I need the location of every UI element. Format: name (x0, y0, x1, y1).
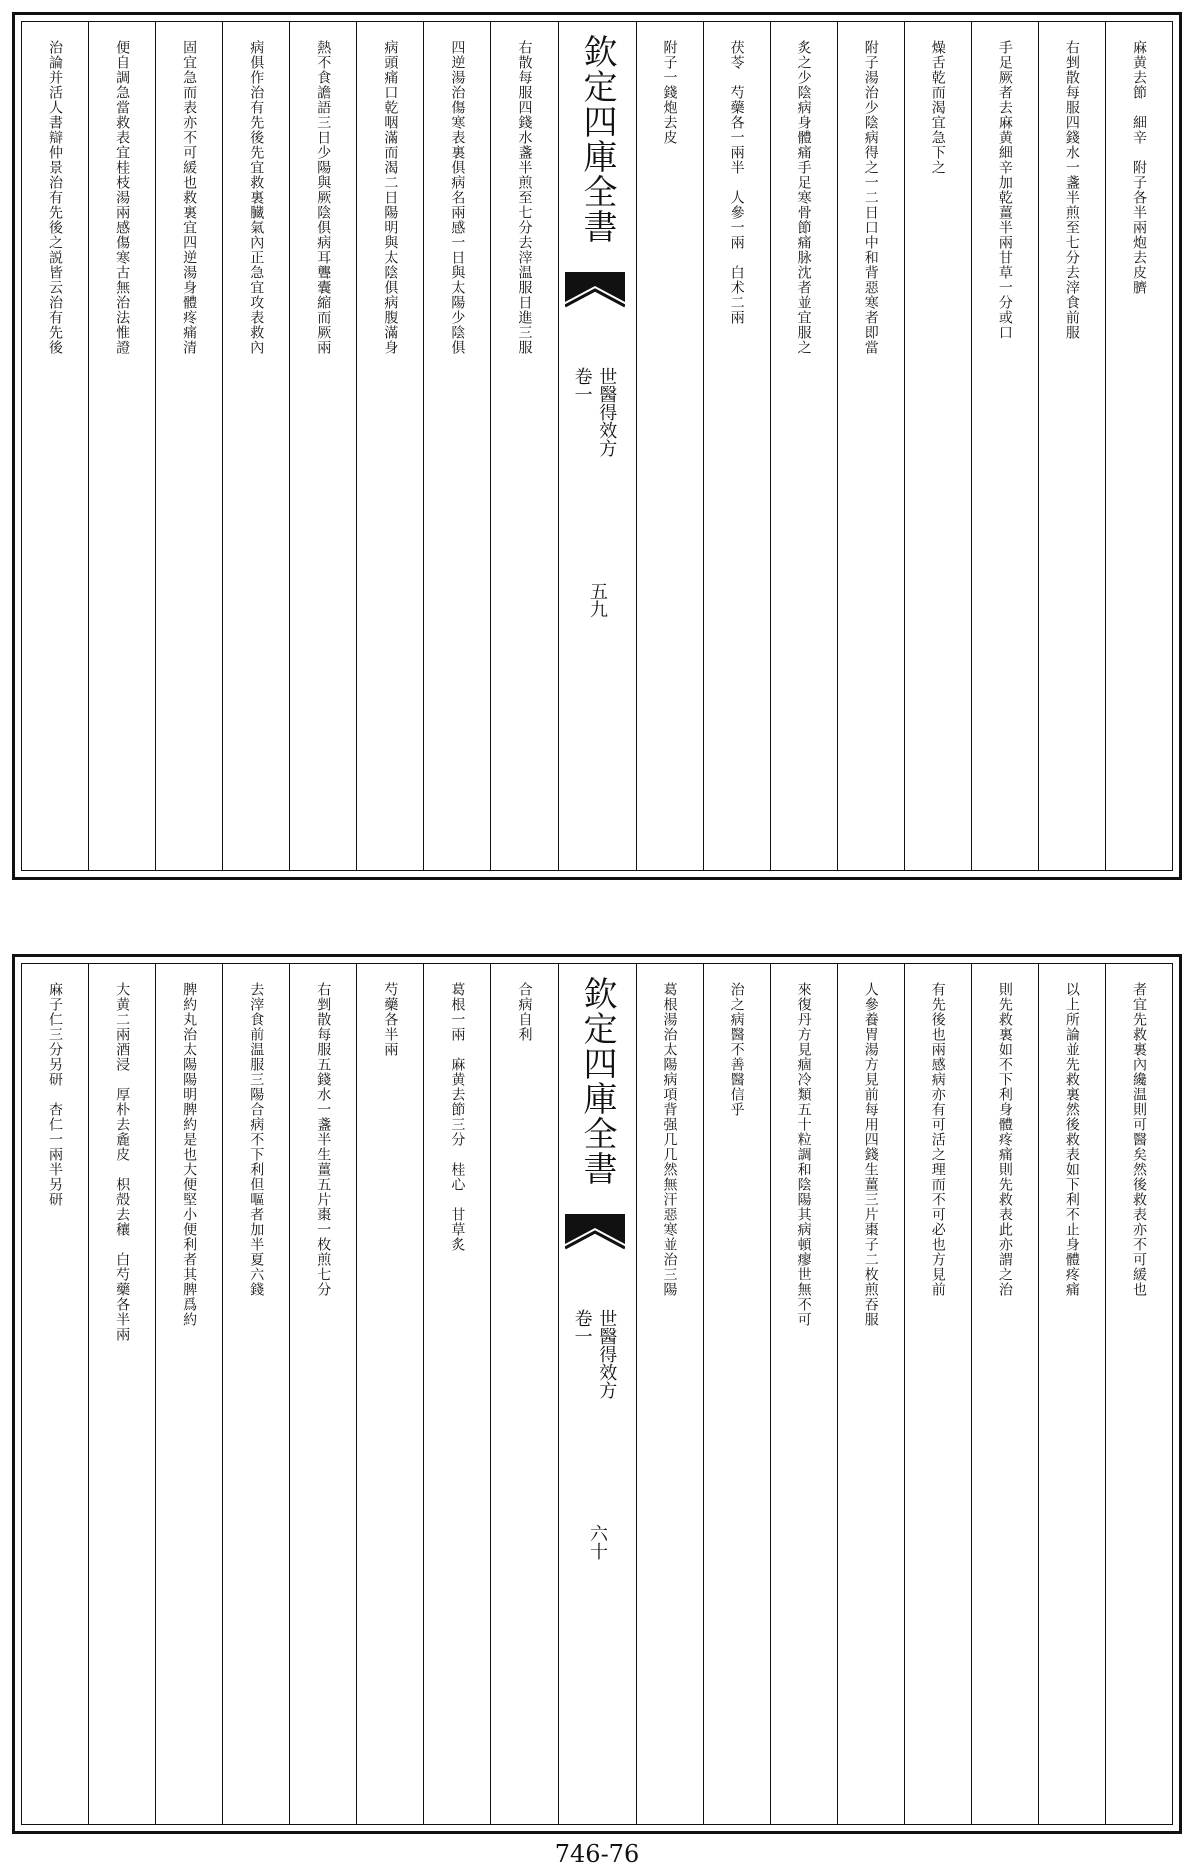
banner-folio: 六十 (587, 1524, 608, 1560)
text-column: 燥舌乾而渴宜急下之 (904, 22, 971, 870)
fish-tail-mark-icon (565, 272, 625, 352)
text-column: 人參養胃湯方見前每用四錢生薑三片棗子二枚煎吞服 (837, 964, 904, 1824)
text-column: 炙之少陰病身體痛手足寒骨節痛脉沈者並宜服之 (770, 22, 837, 870)
text-column: 者宜先救裏內纔温則可醫矣然後救表亦不可緩也 (1105, 964, 1172, 1824)
text-column: 附子湯治少陰病得之一二日口中和背惡寒者即當 (837, 22, 904, 870)
text-column: 葛根一兩 麻黄去節三分 桂心 甘草炙 (423, 964, 490, 1824)
text-column: 固宜急而表亦不可緩也救裏宜四逆湯身體疼痛清 (155, 22, 222, 870)
text-column: 麻子仁三分另研 杏仁一兩半另研 (47, 982, 64, 1207)
text-column: 附子一錢炮去皮 (636, 22, 703, 870)
text-column: 右剉散每服四錢水一盞半煎至七分去滓食前服 (1038, 22, 1105, 870)
banner-title: 欽定四庫全書 (577, 34, 617, 244)
text-column: 便自調急當救表宜桂枝湯兩感傷寒古無治法惟證 (88, 22, 155, 870)
page-number: 746-76 (554, 1840, 640, 1868)
upper-page-frame (21, 21, 1173, 871)
text-column: 四逆湯治傷寒表裏俱病名兩感一日與太陽少陰俱 (423, 22, 490, 870)
text-column: 茯苓 芍藥各一兩半 人參一兩 白术二兩 (703, 22, 770, 870)
text-column: 治論并活人書辯仲景治有先後之説皆云治有先後 (47, 40, 64, 355)
text-column: 則先救裏如不下利身體疼痛則先救表此亦謂之治 (971, 964, 1038, 1824)
center-banner (558, 964, 636, 1824)
banner-volume: 卷一 (571, 1309, 593, 1345)
lower-page-columns (22, 964, 1172, 1824)
text-column: 病頭痛口乾咽滿而渴二日陽明與太陰俱病腹滿身 (356, 22, 423, 870)
text-column: 有先後也兩感病亦有可活之理而不可必也方見前 (904, 964, 971, 1824)
text-column: 脾約丸治太陽陽明脾約是也大便堅小便利者其脾爲約 (155, 964, 222, 1824)
text-column: 右剉散每服五錢水一盞半生薑五片棗一枚煎七分 (289, 964, 356, 1824)
lower-page (12, 954, 1182, 1834)
text-column: 右散每服四錢水盞半煎至七分去滓温服日進三服 (490, 22, 557, 870)
text-column: 大黄二兩酒浸 厚朴去麁皮 枳殻去穰 白芍藥各半兩 (88, 964, 155, 1824)
text-column: 去滓食前温服三陽合病不下利但嘔者加半夏六錢 (222, 964, 289, 1824)
text-column: 熱不食譫語三日少陽與厥陰俱病耳聾囊縮而厥兩 (289, 22, 356, 870)
text-column: 合病自利 (490, 964, 557, 1824)
text-column: 芍藥各半兩 (356, 964, 423, 1824)
text-column: 以上所論並先救裏然後救表如下利不止身體疼痛 (1038, 964, 1105, 1824)
text-column: 麻黄去節 細辛 附子各半兩炮去皮臍 (1105, 22, 1172, 870)
text-column: 手足厥者去麻黄細辛加乾薑半兩甘草一分或口 (971, 22, 1038, 870)
text-column: 來復丹方見痼冷類五十粒調和陰陽其病頓瘳世無不可 (770, 964, 837, 1824)
banner-folio: 五九 (587, 582, 608, 618)
banner-volume: 卷一 (571, 367, 593, 403)
lower-page-frame (21, 963, 1173, 1825)
text-column: 葛根湯治太陽病項背强几几然無汗惡寒並治三陽 (636, 964, 703, 1824)
upper-page (12, 12, 1182, 880)
text-column: 病俱作治有先後先宜救裏臓氣內正急宜攻表救內 (222, 22, 289, 870)
banner-title: 欽定四庫全書 (577, 976, 617, 1186)
fish-tail-mark-icon (565, 1214, 625, 1294)
upper-page-columns (22, 22, 1172, 870)
banner-book-title: 世醫得效方 (596, 1309, 618, 1399)
text-column: 治之病醫不善醫信乎 (703, 964, 770, 1824)
banner-book-title: 世醫得效方 (596, 367, 618, 457)
center-banner (558, 22, 636, 870)
